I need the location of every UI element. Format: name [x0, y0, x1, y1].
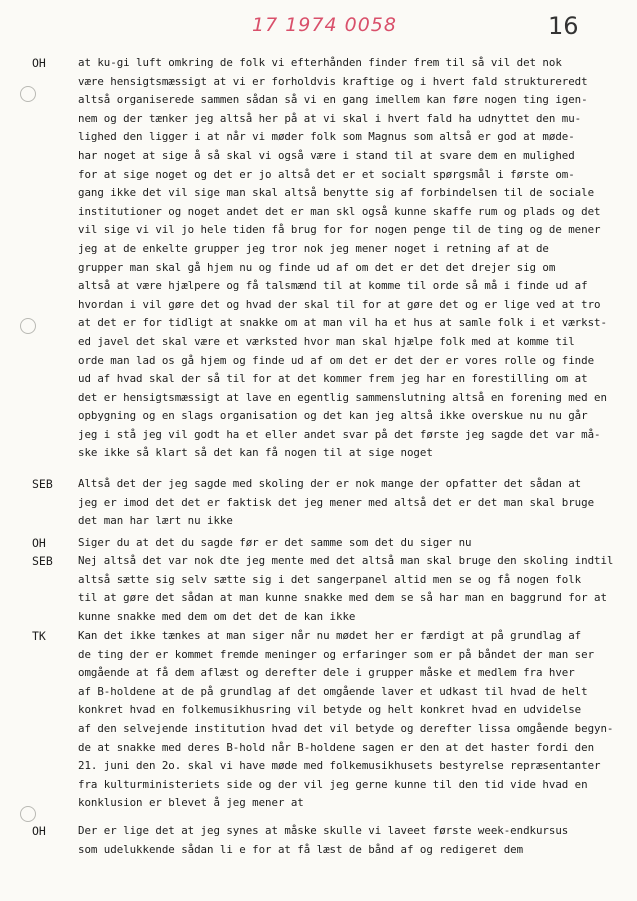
text-line: det er hensigtsmæssigt at lave en egentlig sammenslutning altså en forening med en: [78, 390, 607, 404]
speaker-text: [78, 822, 630, 859]
text-line: at ku-gi luft omkring de folk vi efterhånden finder frem til så vil det nok: [78, 56, 562, 69]
text-line: orde man lad os gå hjem og finde ud af om det er det der er vores rolle og finde: [78, 353, 595, 367]
text-line: Nej altså det var nok dte jeg mente med det altså man skal bruge den skoling indtil: [78, 554, 614, 567]
text-line: af B-holdene at de på grundlag af det omgående laver et udkast til hvad de helt: [78, 684, 588, 698]
text-line: vil sige vi vil jo hele tiden få brug for for nogen penge til de ting og de mener: [78, 223, 601, 237]
speaker-text: [78, 627, 630, 813]
text-line: omgående at få dem aflæst og derefter dele i grupper måske et medlem fra hver: [78, 666, 575, 680]
text-line: at det er for tidligt at snakke om at man vil ha et hus at samle folk i et værkst-: [78, 316, 607, 330]
text-line: de at snakke med deres B-hold når B-holdene sagen er den at det haster fordi den: [78, 740, 595, 754]
text-line: jeg at de enkelte grupper jeg tror nok jeg mener noget i retning af at de: [78, 241, 549, 255]
text-line: nem og der tænker jeg altså her på at vi skal i hvert fald ha udnyttet den mu-: [78, 111, 582, 125]
speaker-text: [78, 534, 630, 553]
speaker-label: OH: [32, 824, 46, 838]
text-line: Kan det ikke tænkes at man siger når nu mødet her er færdigt at på grundlag af: [78, 629, 582, 642]
text-line: konklusion er blevet å jeg mener at: [78, 796, 304, 810]
text-line: institutioner og noget andet det er man skl også kunne skaffe rum og plads og det: [78, 204, 601, 218]
text-line: jeg er imod det det er faktisk det jeg mener med altså det er det man skal bruge: [78, 495, 595, 509]
text-line: Der er lige det at jeg synes at måske skulle vi laveet første week-endkursus: [78, 824, 569, 837]
text-line: Altså det der jeg sagde med skoling der er nok mange der opfatter det sådan at: [78, 477, 582, 490]
text-line: har noget at sige å så skal vi også være i stand til at svare dem en mulighed: [78, 148, 575, 162]
punch-hole: [20, 86, 36, 102]
text-line: for at sige noget og det er jo altså det er et socialt spørgsmål i første om-: [78, 167, 575, 181]
text-line: opbygning og en slags organisation og det kan jeg altså ikke overskue nu nu går: [78, 409, 588, 423]
text-line: af den selvejende institution hvad det vil betyde og derefter lissa omgående begyn-: [78, 721, 614, 735]
text-line: 21. juni den 2o. skal vi have møde med folkemusikhusets bestyrelse repræsentanter: [78, 759, 601, 773]
speaker-label: OH: [32, 56, 46, 70]
punch-hole: [20, 806, 36, 822]
text-line: være hensigtsmæssigt at vi er forholdvis kraftige og i hvert fald struktureredt: [78, 74, 588, 88]
speaker-text: [78, 475, 630, 531]
text-line: ud af hvad skal der så til for at det kommer frem jeg har en forestilling om at: [78, 372, 588, 386]
text-line: de ting der er kommet fremde meninger og erfaringer som er på båndet der man ser: [78, 647, 595, 661]
speaker-text: [78, 54, 630, 463]
speaker-label: SEB: [32, 554, 53, 568]
speaker-label: OH: [32, 536, 46, 550]
text-line: til at gøre det sådan at man kunne snakke med dem se så har man en baggrund for at: [78, 591, 607, 605]
text-line: hvordan i vil gøre det og hvad der skal til for at gøre det og er lige ved at tro: [78, 297, 601, 311]
text-line: altså sætte sig selv sætte sig i det sangerpanel altid men se og få nogen folk: [78, 572, 582, 586]
text-line: ed javel det skal være et værksted hvor man skal hjælpe folk med at komme til: [78, 334, 575, 348]
speaker-label: SEB: [32, 477, 53, 491]
archive-id-annotation: 17 1974 0058: [252, 14, 397, 36]
text-line: jeg i stå jeg vil godt ha et eller andet svar på det første jeg sagde det var må-: [78, 427, 601, 441]
punch-hole: [20, 318, 36, 334]
text-line: konkret hvad en folkemusikhusring vil betyde og helt konkret hvad en udvidelse: [78, 703, 582, 717]
text-line: gang ikke det vil sige man skal altså benytte sig af forbindelsen til de sociale: [78, 186, 595, 200]
text-line: Siger du at det du sagde før er det samme som det du siger nu: [78, 536, 472, 549]
text-line: grupper man skal gå hjem nu og finde ud af om det er det det drejer sig om: [78, 260, 556, 274]
speaker-text: [78, 552, 630, 626]
text-line: som udelukkende sådan li e for at få læst de bånd af og redigeret dem: [78, 842, 524, 856]
page-number: 16: [548, 12, 579, 40]
text-line: det man har lært nu ikke: [78, 514, 233, 528]
text-line: kunne snakke med dem om det det de kan ikke: [78, 609, 356, 623]
text-line: altså at være hjælpere og få talsmænd til at komme til orde så må i finde ud af: [78, 279, 588, 293]
text-line: lighed den ligger i at når vi møder folk som Magnus som altså er god at møde-: [78, 130, 575, 144]
text-line: fra kulturministeriets side og der vil jeg gerne kunne til den tid vide hvad en: [78, 777, 588, 791]
text-line: altså organiserede sammen sådan så vi en gang imellem kan føre nogen ting igen-: [78, 93, 588, 107]
text-line: ske ikke så klart så det kan få nogen til at sige noget: [78, 446, 433, 460]
speaker-label: TK: [32, 629, 46, 643]
